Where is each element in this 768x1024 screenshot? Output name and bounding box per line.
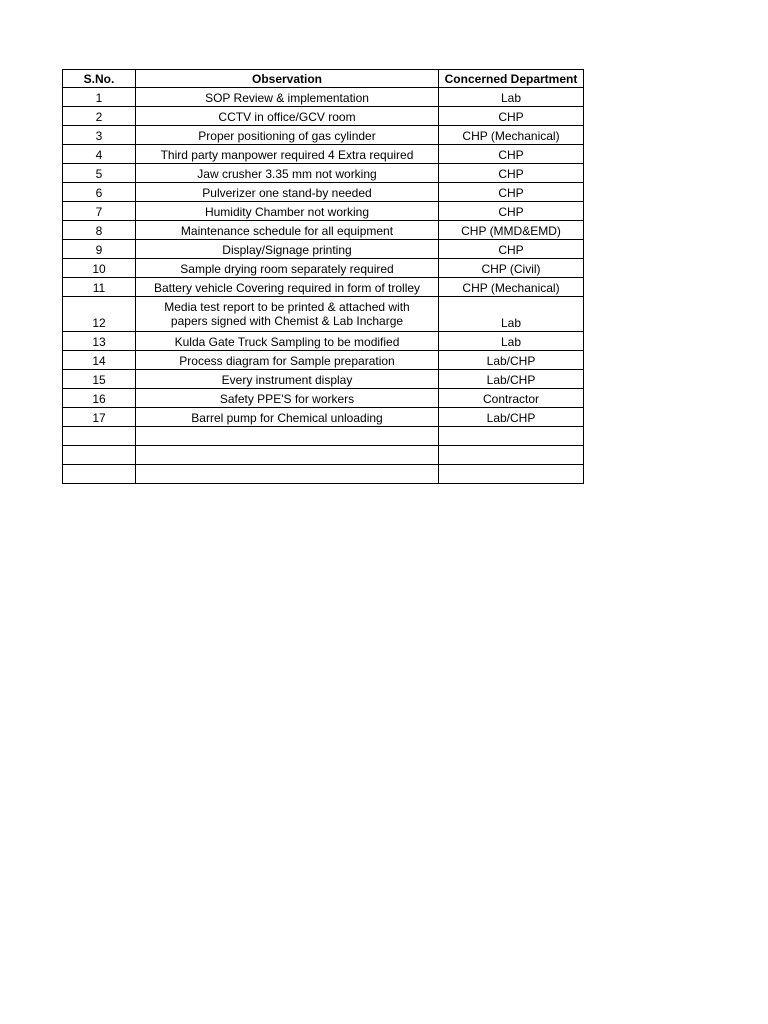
cell-sno: 11 bbox=[63, 278, 136, 297]
table-row bbox=[63, 126, 584, 145]
cell-observation: CCTV in office/GCV room bbox=[136, 107, 439, 126]
cell-observation: Sample drying room separately required bbox=[136, 259, 439, 278]
cell-sno: 2 bbox=[63, 107, 136, 126]
cell-sno: 14 bbox=[63, 351, 136, 370]
table-row bbox=[63, 88, 584, 107]
cell-department: CHP bbox=[439, 107, 584, 126]
cell-observation bbox=[136, 297, 439, 332]
cell-department: Lab/CHP bbox=[439, 408, 584, 427]
table-row bbox=[63, 221, 584, 240]
cell-sno: 6 bbox=[63, 183, 136, 202]
observation-table bbox=[62, 69, 584, 484]
table-row bbox=[63, 408, 584, 427]
header-sno: S.No. bbox=[63, 70, 136, 88]
cell-sno: 1 bbox=[63, 88, 136, 107]
cell-sno: 3 bbox=[63, 126, 136, 145]
cell-department: CHP bbox=[439, 240, 584, 259]
empty-cell bbox=[136, 427, 439, 446]
cell-observation: Proper positioning of gas cylinder bbox=[136, 126, 439, 145]
cell-sno: 10 bbox=[63, 259, 136, 278]
cell-department: Contractor bbox=[439, 389, 584, 408]
cell-department: Lab/CHP bbox=[439, 370, 584, 389]
table-row bbox=[63, 145, 584, 164]
cell-department: Lab/CHP bbox=[439, 351, 584, 370]
cell-department: Lab bbox=[439, 332, 584, 351]
table-row bbox=[63, 351, 584, 370]
cell-observation: Humidity Chamber not working bbox=[136, 202, 439, 221]
empty-cell bbox=[439, 427, 584, 446]
cell-sno: 9 bbox=[63, 240, 136, 259]
cell-sno: 15 bbox=[63, 370, 136, 389]
cell-department: CHP (Mechanical) bbox=[439, 278, 584, 297]
cell-observation: Battery vehicle Covering required in form of trolley bbox=[136, 278, 439, 297]
cell-observation: Kulda Gate Truck Sampling to be modified bbox=[136, 332, 439, 351]
cell-department: CHP bbox=[439, 183, 584, 202]
header-row bbox=[63, 70, 584, 88]
cell-department: CHP (Mechanical) bbox=[439, 126, 584, 145]
cell-sno: 4 bbox=[63, 145, 136, 164]
empty-cell bbox=[63, 465, 136, 484]
table-row bbox=[63, 370, 584, 389]
header-observation: Observation bbox=[136, 70, 439, 88]
empty-row bbox=[63, 465, 584, 484]
cell-observation: Every instrument display bbox=[136, 370, 439, 389]
cell-observation: Display/Signage printing bbox=[136, 240, 439, 259]
cell-sno: 8 bbox=[63, 221, 136, 240]
cell-sno: 7 bbox=[63, 202, 136, 221]
cell-department: Lab bbox=[439, 297, 584, 332]
table-row bbox=[63, 202, 584, 221]
cell-sno: 13 bbox=[63, 332, 136, 351]
table-row bbox=[63, 107, 584, 126]
cell-observation: Safety PPE'S for workers bbox=[136, 389, 439, 408]
cell-department: CHP bbox=[439, 145, 584, 164]
observation-line-2: papers signed with Chemist & Lab Incharge bbox=[170, 313, 404, 328]
empty-cell bbox=[136, 446, 439, 465]
cell-observation: SOP Review & implementation bbox=[136, 88, 439, 107]
cell-department: CHP (MMD&EMD) bbox=[439, 221, 584, 240]
cell-sno: 16 bbox=[63, 389, 136, 408]
cell-observation: Maintenance schedule for all equipment bbox=[136, 221, 439, 240]
cell-sno: 12 bbox=[63, 297, 136, 332]
empty-cell bbox=[136, 465, 439, 484]
header-department: Concerned Department bbox=[439, 70, 584, 88]
cell-sno: 17 bbox=[63, 408, 136, 427]
cell-observation: Third party manpower required 4 Extra required bbox=[136, 145, 439, 164]
cell-department: CHP bbox=[439, 164, 584, 183]
table-row bbox=[63, 297, 584, 332]
empty-row bbox=[63, 446, 584, 465]
table-row bbox=[63, 332, 584, 351]
cell-observation: Barrel pump for Chemical unloading bbox=[136, 408, 439, 427]
empty-cell bbox=[439, 446, 584, 465]
empty-cell bbox=[63, 427, 136, 446]
cell-department: CHP bbox=[439, 202, 584, 221]
cell-sno: 5 bbox=[63, 164, 136, 183]
cell-observation: Pulverizer one stand-by needed bbox=[136, 183, 439, 202]
table-row bbox=[63, 183, 584, 202]
table-row bbox=[63, 389, 584, 408]
empty-cell bbox=[439, 465, 584, 484]
cell-department: CHP (Civil) bbox=[439, 259, 584, 278]
cell-observation: Process diagram for Sample preparation bbox=[136, 351, 439, 370]
empty-row bbox=[63, 427, 584, 446]
observation-line-1: Media test report to be printed & attached with bbox=[164, 299, 410, 314]
cell-department: Lab bbox=[439, 88, 584, 107]
cell-observation: Jaw crusher 3.35 mm not working bbox=[136, 164, 439, 183]
empty-cell bbox=[63, 446, 136, 465]
table-row bbox=[63, 278, 584, 297]
table-row bbox=[63, 259, 584, 278]
table-row bbox=[63, 164, 584, 183]
table-row bbox=[63, 240, 584, 259]
